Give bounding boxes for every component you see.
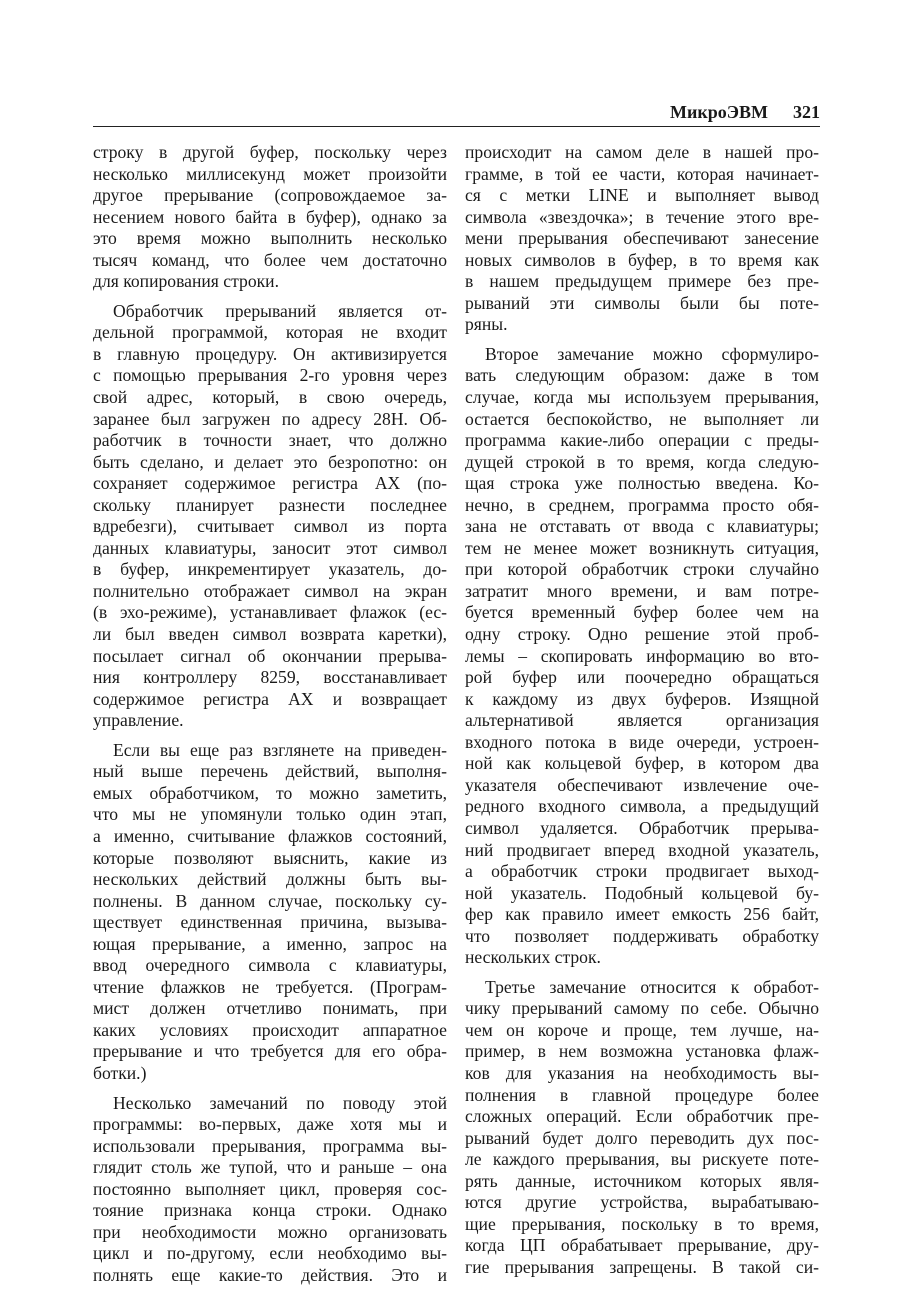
text-line: (в эхо-режиме), устанавливает флажок (ес- xyxy=(93,602,447,623)
paragraph-gap xyxy=(93,293,447,301)
text-line: зана не отставать от ввода с клавиатуры; xyxy=(465,516,819,537)
text-line: буется временный буфер более чем на xyxy=(465,602,819,623)
text-line: ся с метки LINE и выполняет вывод xyxy=(465,185,819,206)
text-line: в главную процедуру. Он активизируется xyxy=(93,343,447,364)
text-line: редного входного символа, а предыдущий xyxy=(465,796,819,817)
text-line: ле каждого прерывания, вы рискуете поте- xyxy=(465,1149,819,1170)
text-line: фер как правило имеет емкость 256 байт, xyxy=(465,904,819,925)
text-line: ной указатель. Подобный кольцевой бу- xyxy=(465,882,819,903)
text-line: в буфер, инкрементирует указатель, до- xyxy=(93,559,447,580)
text-line: что мы не упомянули только один этап, xyxy=(93,804,447,825)
text-line: с помощью прерывания 2-го уровня через xyxy=(93,365,447,386)
text-line: нечно, в среднем, программа просто обя- xyxy=(465,494,819,515)
text-line: другое прерывание (сопровождаемое за- xyxy=(93,185,447,206)
text-line: рываний будет долго переводить дух пос- xyxy=(465,1127,819,1148)
text-line: Если вы еще раз взглянете на приведен- xyxy=(113,739,447,760)
page-number: 321 xyxy=(793,102,820,122)
text-line: работчик в точности знает, что должно xyxy=(93,430,447,451)
text-line: пример, в нем возможна установка флаж- xyxy=(465,1041,819,1062)
text-line: быть сделано, и делает это безропотно: он xyxy=(93,451,447,472)
text-line: полнения в главной процедуре более xyxy=(465,1084,819,1105)
text-line: чтение флажков не требуется. (Програм- xyxy=(93,976,447,997)
text-line: глядит столь же тупой, что и раньше – она xyxy=(93,1157,447,1178)
text-line: тояние признака конца строки. Однако xyxy=(93,1200,447,1221)
text-line: которые позволяют выяснить, какие из xyxy=(93,847,447,868)
paragraph xyxy=(93,740,447,1085)
running-header xyxy=(93,100,820,127)
paragraph xyxy=(465,142,819,336)
paragraph xyxy=(93,301,447,732)
paragraph xyxy=(465,344,819,969)
text-line: при которой обработчик строки случайно xyxy=(465,559,819,580)
text-line: а обработчик строки продвигает выход- xyxy=(465,861,819,882)
text-line: что позволяет поддерживать обработку xyxy=(465,925,819,946)
text-line: щая строка уже полностью введена. Ко- xyxy=(465,473,819,494)
text-line: в нашем предыдущем примере без пре- xyxy=(465,271,819,292)
text-line: символ удаляется. Обработчик прерыва- xyxy=(465,817,819,838)
text-line: ввод очередного символа с клавиатуры, xyxy=(93,955,447,976)
text-line: ний продвигает вперед входной указатель, xyxy=(465,839,819,860)
text-line: мист должен отчетливо понимать, при xyxy=(93,998,447,1019)
text-line: входного потока в виде очереди, устроен- xyxy=(465,731,819,752)
text-line: дельной программой, которая не входит xyxy=(93,322,447,343)
text-line: к каждому из двух буферов. Изящной xyxy=(465,688,819,709)
text-line: остается беспокойство, не выполняет ли xyxy=(465,408,819,429)
text-line: управление. xyxy=(93,710,184,731)
text-line: Обработчик прерываний является от- xyxy=(113,300,447,321)
text-line: ряны. xyxy=(465,314,508,335)
text-line: заранее был загружен по адресу 28Н. Об- xyxy=(93,408,447,429)
paragraph-gap xyxy=(465,969,819,977)
text-line: ществует единственная причина, вызыва- xyxy=(93,912,447,933)
text-line: случае, когда мы используем прерывания, xyxy=(465,387,819,408)
text-line: затратит много времени, и вам потре- xyxy=(465,580,819,601)
text-line: использовали прерывания, программа вы- xyxy=(93,1135,447,1156)
text-line: альтернативой является организация xyxy=(465,710,819,731)
text-line: символа «звездочка»; в течение этого вре- xyxy=(465,206,819,227)
text-line: когда ЦП обрабатывает прерывание, дру- xyxy=(465,1235,819,1256)
text-line: рой буфер или поочередно обращаться xyxy=(465,667,819,688)
text-line: вдребезги), считывает символ из порта xyxy=(93,516,447,537)
text-line: указателя обеспечивают извлечение оче- xyxy=(465,774,819,795)
text-line: Второе замечание можно сформулиро- xyxy=(485,343,819,364)
text-line: ботки.) xyxy=(93,1062,147,1083)
left-column xyxy=(93,142,447,1286)
text-line: Несколько замечаний по поводу этой xyxy=(113,1092,447,1113)
text-line: Третье замечание относится к обработ- xyxy=(485,976,819,997)
text-line: щие прерывания, поскольку в то время, xyxy=(465,1213,819,1234)
text-line: это время можно выполнить несколько xyxy=(93,228,447,249)
text-line: грамме, в той ее части, которая начинает- xyxy=(465,163,819,184)
text-line: новых символов в буфер, в то время как xyxy=(465,249,819,270)
text-line: тысяч команд, что более чем достаточно xyxy=(93,249,447,270)
running-title: МикроЭВМ xyxy=(670,102,768,122)
text-line: ются другие устройства, вырабатываю- xyxy=(465,1192,819,1213)
paragraph xyxy=(93,1093,447,1287)
text-line: ли был введен символ возврата каретки), xyxy=(93,624,447,645)
text-line: ющая прерывание, а именно, запрос на xyxy=(93,933,447,954)
text-line: лемы – скопировать информацию во вто- xyxy=(465,645,819,666)
text-line: нескольких строк. xyxy=(465,947,601,968)
text-line: сохраняет содержимое регистра АХ (по- xyxy=(93,473,447,494)
text-line: дущей строкой в то время, когда следую- xyxy=(465,451,819,472)
text-line: свой адрес, который, в свою очередь, xyxy=(93,387,447,408)
text-line: гие прерывания запрещены. В такой си- xyxy=(465,1256,819,1277)
text-line: посылает сигнал об окончании прерыва- xyxy=(93,645,447,666)
text-line: данных клавиатуры, заносит этот символ xyxy=(93,537,447,558)
text-line: чику прерываний самому по себе. Обычно xyxy=(465,998,819,1019)
paragraph-gap xyxy=(93,1085,447,1093)
text-line: происходит на самом деле в нашей про- xyxy=(465,142,819,162)
text-line: цикл и по-другому, если необходимо вы- xyxy=(93,1243,447,1264)
text-line: а именно, считывание флажков состояний, xyxy=(93,825,447,846)
text-line: рять данные, источником которых явля- xyxy=(465,1170,819,1191)
text-line: постоянно выполняет цикл, проверяя сос- xyxy=(93,1178,447,1199)
text-line: одну строку. Одно решение этой проб- xyxy=(465,624,819,645)
text-line: ный выше перечень действий, выполня- xyxy=(93,761,447,782)
text-line: сложных операций. Если обработчик пре- xyxy=(465,1106,819,1127)
text-line: емых обработчиком, то можно заметить, xyxy=(93,782,447,803)
text-line: мени прерывания обеспечивают занесение xyxy=(465,228,819,249)
text-line: рываний эти символы были бы поте- xyxy=(465,292,819,313)
text-line: тем не менее может возникнуть ситуация, xyxy=(465,537,819,558)
text-line: прерывание и что требуется для его обра- xyxy=(93,1041,447,1062)
text-line: нескольких действий должны быть вы- xyxy=(93,869,447,890)
text-line: полнены. В данном случае, поскольку су- xyxy=(93,890,447,911)
paragraph xyxy=(465,977,819,1279)
text-line: полнять еще какие-то действия. Это и xyxy=(93,1264,447,1285)
text-line: программы: во-первых, даже хотя мы и xyxy=(93,1114,447,1135)
text-line: содержимое регистра АХ и возвращает xyxy=(93,688,447,709)
text-line: строку в другой буфер, поскольку через xyxy=(93,142,447,162)
right-column xyxy=(465,142,819,1278)
paragraph xyxy=(93,142,447,293)
text-line: скольку планирует разнести последнее xyxy=(93,494,447,515)
text-line: ной как кольцевой буфер, в котором два xyxy=(465,753,819,774)
paragraph-gap xyxy=(465,336,819,344)
text-line: каких условиях происходит аппаратное xyxy=(93,1019,447,1040)
text-line: вать следующим образом: даже в том xyxy=(465,365,819,386)
text-line: ния контроллеру 8259, восстанавливает xyxy=(93,667,447,688)
text-line: программа какие-либо операции с преды- xyxy=(465,430,819,451)
text-line: ков для указания на необходимость вы- xyxy=(465,1062,819,1083)
paragraph-gap xyxy=(93,732,447,740)
text-line: несением нового байта в буфер), однако за xyxy=(93,206,447,227)
text-line: при необходимости можно организовать xyxy=(93,1221,447,1242)
text-line: для копирования строки. xyxy=(93,271,279,292)
text-line: полнительно отображает символ на экран xyxy=(93,580,447,601)
text-line: несколько миллисекунд может произойти xyxy=(93,163,447,184)
text-line: чем он короче и проще, тем лучше, на- xyxy=(465,1019,819,1040)
